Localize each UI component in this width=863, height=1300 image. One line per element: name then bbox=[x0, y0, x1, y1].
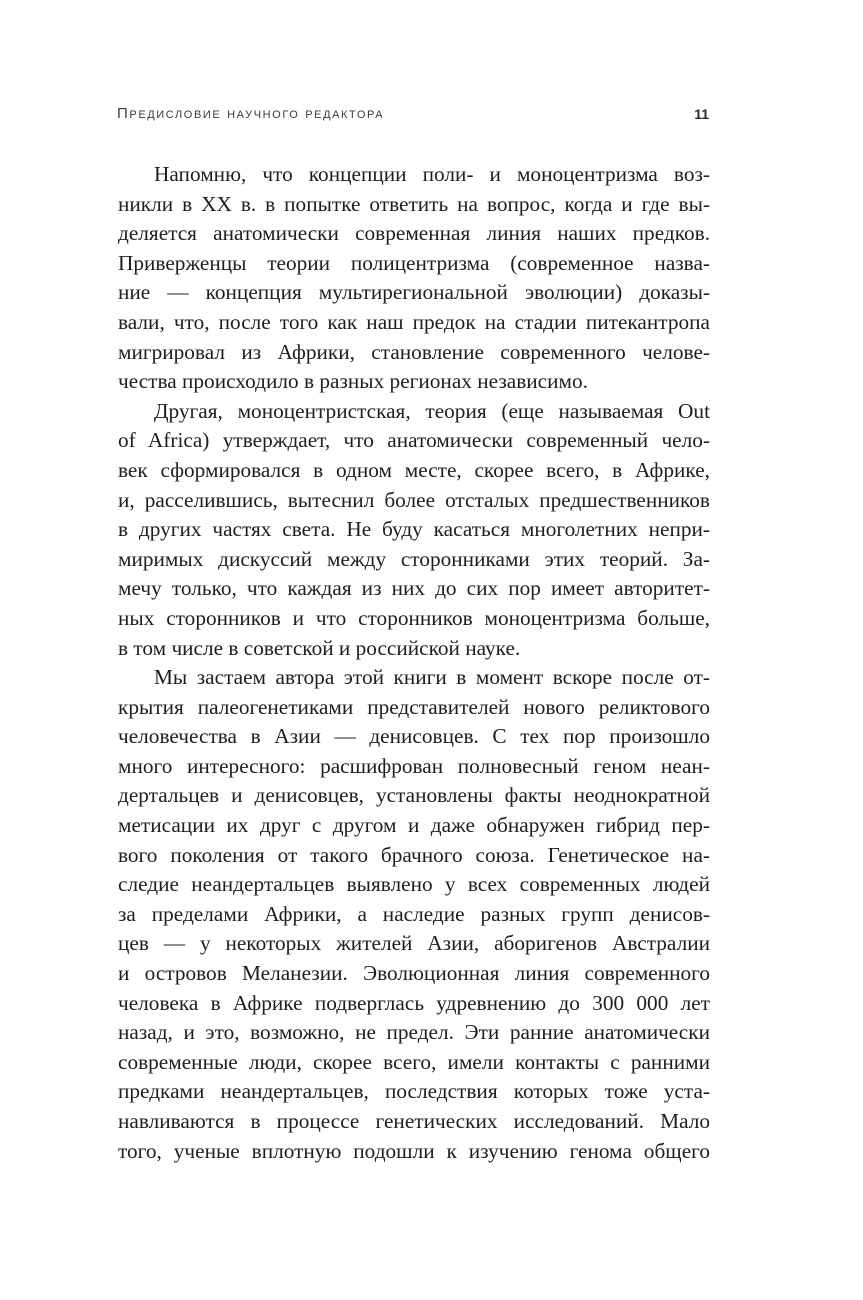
text-line: навливаются в процессе генетических исследований. Мало bbox=[118, 1109, 710, 1133]
text-line: Приверженцы теории полицентризма (современное назва- bbox=[118, 250, 710, 275]
text-line: много интересного: расшифрован полновесный геном неан- bbox=[118, 753, 710, 778]
text-line: того, ученые вплотную подошли к изучению генома общего bbox=[118, 1138, 710, 1163]
text-line: Мы застаем автора этой книги в момент вскоре после от- bbox=[154, 665, 710, 690]
text-line: мечу только, что каждая из них до сих пор имеет авторитет- bbox=[118, 576, 710, 601]
text-line: ние — концепция мультирегиональной эволюции) доказы- bbox=[118, 280, 710, 305]
text-line: никли в XX в. в попытке ответить на вопрос, когда и где вы- bbox=[118, 191, 710, 216]
text-line: следие неандертальцев выявлено у всех современных людей bbox=[118, 872, 710, 897]
text-line: предками неандертальцев, последствия которых тоже уста- bbox=[118, 1079, 710, 1104]
text-line: в других частях света. Не буду касаться многолетних непри- bbox=[118, 517, 710, 542]
text-line: чества происходило в разных регионах независимо. bbox=[118, 369, 588, 394]
text-line: Другая, моноцентристская, теория (еще называемая Out bbox=[154, 398, 710, 423]
text-line: и островов Меланезии. Эволюционная линия современного bbox=[118, 961, 710, 986]
text-line: крытия палеогенетиками представителей нового реликтового bbox=[118, 694, 710, 719]
text-line: миримых дискуссий между сторонниками этих теорий. За- bbox=[118, 546, 710, 571]
text-line: человека в Африке подверглась удревнению до 300 000 лет bbox=[118, 990, 710, 1015]
text-line: вали, что, после того как наш предок на стадии питекантропа bbox=[118, 309, 710, 334]
text-line: назад, и это, возможно, не предел. Эти ранние анатомически bbox=[118, 1020, 710, 1045]
text-line: человечества в Азии — денисовцев. С тех пор произошло bbox=[118, 724, 710, 749]
text-line: за пределами Африки, а наследие разных групп денисов- bbox=[118, 901, 710, 926]
text-line: современные люди, скорее всего, имели контакты с ранними bbox=[118, 1049, 710, 1074]
running-head: Предисловие научного редактора bbox=[117, 105, 385, 122]
text-line: мигрировал из Африки, становление современного челове- bbox=[118, 339, 710, 364]
page-number: 11 bbox=[694, 106, 709, 122]
text-line: и, расселившись, вытеснил более отсталых предшественников bbox=[118, 487, 710, 512]
text-line: Напомню, что концепции поли- и моноцентризма воз- bbox=[154, 162, 710, 186]
text-line: век сформировался в одном месте, скорее всего, в Африке, bbox=[118, 457, 710, 482]
text-line: деляется анатомически современная линия наших предков. bbox=[118, 221, 710, 246]
text-line: of Africa) утверждает, что анатомически современный чело- bbox=[118, 428, 710, 453]
text-line: в том числе в советской и российской науке. bbox=[118, 635, 521, 660]
text-line: дертальцев и денисовцев, установлены факты неоднократной bbox=[118, 783, 710, 808]
text-line: вого поколения от такого брачного союза. Генетическое на- bbox=[118, 842, 710, 867]
text-line: ных сторонников и что сторонников моноцентризма больше, bbox=[118, 605, 710, 630]
text-line: цев — у некоторых жителей Азии, аборигенов Австралии bbox=[118, 931, 710, 956]
text-line: метисации их друг с другом и даже обнаружен гибрид пер- bbox=[118, 813, 710, 838]
body-text bbox=[118, 160, 710, 1166]
